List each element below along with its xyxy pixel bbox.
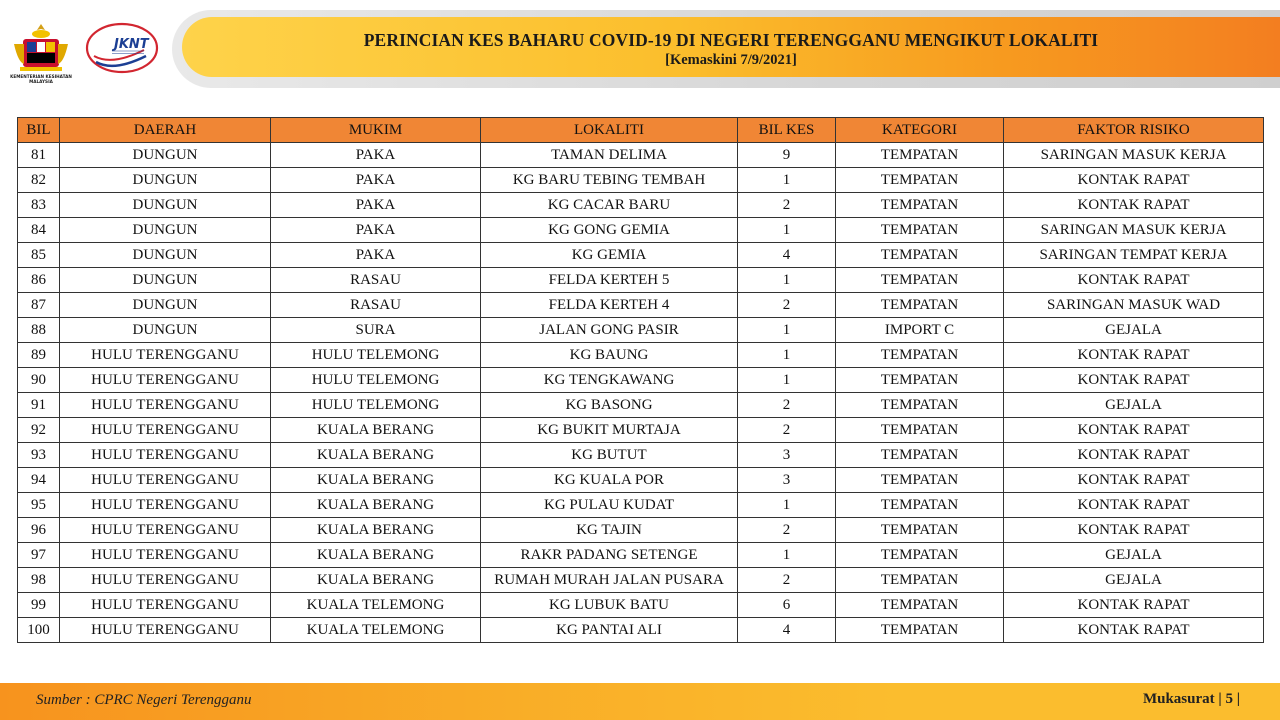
cell-faktor-risiko: GEJALA: [1004, 543, 1264, 568]
cell-faktor-risiko: GEJALA: [1004, 393, 1264, 418]
table-row: [18, 343, 1264, 368]
cell-bil: 89: [18, 343, 60, 368]
table-row: [18, 243, 1264, 268]
cell-faktor-risiko: KONTAK RAPAT: [1004, 593, 1264, 618]
cell-faktor-risiko: KONTAK RAPAT: [1004, 493, 1264, 518]
col-header-bil: BIL: [18, 118, 60, 143]
cell-faktor-risiko: GEJALA: [1004, 568, 1264, 593]
cell-kategori: TEMPATAN: [836, 543, 1004, 568]
cell-bil-kes: 2: [738, 568, 836, 593]
cell-mukim: KUALA BERANG: [271, 568, 481, 593]
cell-lokaliti: RAKR PADANG SETENGE: [481, 543, 738, 568]
table-row: [18, 393, 1264, 418]
page-footer: [0, 683, 1280, 720]
cell-daerah: DUNGUN: [60, 193, 271, 218]
cell-faktor-risiko: KONTAK RAPAT: [1004, 618, 1264, 643]
cell-bil: 82: [18, 168, 60, 193]
cell-lokaliti: KG PULAU KUDAT: [481, 493, 738, 518]
cell-lokaliti: KG BAUNG: [481, 343, 738, 368]
cell-daerah: HULU TERENGGANU: [60, 443, 271, 468]
cell-kategori: IMPORT C: [836, 318, 1004, 343]
cell-lokaliti: RUMAH MURAH JALAN PUSARA: [481, 568, 738, 593]
cell-lokaliti: KG TENGKAWANG: [481, 368, 738, 393]
cell-bil-kes: 1: [738, 318, 836, 343]
table-header-row: [18, 118, 1264, 143]
cell-mukim: HULU TELEMONG: [271, 368, 481, 393]
table-row: [18, 543, 1264, 568]
cell-faktor-risiko: KONTAK RAPAT: [1004, 268, 1264, 293]
cell-bil: 87: [18, 293, 60, 318]
cell-lokaliti: KG PANTAI ALI: [481, 618, 738, 643]
cell-bil: 92: [18, 418, 60, 443]
cell-daerah: HULU TERENGGANU: [60, 493, 271, 518]
cell-bil: 96: [18, 518, 60, 543]
cell-bil: 91: [18, 393, 60, 418]
cell-bil-kes: 1: [738, 268, 836, 293]
cell-mukim: KUALA BERANG: [271, 518, 481, 543]
cell-daerah: HULU TERENGGANU: [60, 518, 271, 543]
col-header-mukim: MUKIM: [271, 118, 481, 143]
table-row: [18, 518, 1264, 543]
source-note: Sumber : CPRC Negeri Terengganu: [36, 692, 252, 708]
cell-kategori: TEMPATAN: [836, 593, 1004, 618]
cell-bil-kes: 2: [738, 393, 836, 418]
cell-lokaliti: KG BASONG: [481, 393, 738, 418]
cell-daerah: HULU TERENGGANU: [60, 568, 271, 593]
table-row: [18, 418, 1264, 443]
cell-kategori: TEMPATAN: [836, 443, 1004, 468]
col-header-kategori: KATEGORI: [836, 118, 1004, 143]
cell-faktor-risiko: SARINGAN MASUK KERJA: [1004, 143, 1264, 168]
cell-daerah: HULU TERENGGANU: [60, 468, 271, 493]
cell-kategori: TEMPATAN: [836, 243, 1004, 268]
cell-faktor-risiko: KONTAK RAPAT: [1004, 418, 1264, 443]
cell-faktor-risiko: SARINGAN MASUK KERJA: [1004, 218, 1264, 243]
kkm-crest-logo: [10, 20, 72, 86]
table-row: [18, 268, 1264, 293]
table-row: [18, 368, 1264, 393]
table-row: [18, 468, 1264, 493]
cell-faktor-risiko: GEJALA: [1004, 318, 1264, 343]
cell-faktor-risiko: SARINGAN TEMPAT KERJA: [1004, 243, 1264, 268]
cell-bil-kes: 1: [738, 168, 836, 193]
cell-daerah: HULU TERENGGANU: [60, 418, 271, 443]
jknt-logo: [84, 22, 160, 74]
col-header-faktor-risiko: FAKTOR RISIKO: [1004, 118, 1264, 143]
cell-mukim: PAKA: [271, 218, 481, 243]
cell-lokaliti: KG GONG GEMIA: [481, 218, 738, 243]
table-row: [18, 193, 1264, 218]
cell-bil-kes: 6: [738, 593, 836, 618]
cell-lokaliti: FELDA KERTEH 5: [481, 268, 738, 293]
cell-lokaliti: KG BUKIT MURTAJA: [481, 418, 738, 443]
cell-lokaliti: KG TAJIN: [481, 518, 738, 543]
cell-bil: 83: [18, 193, 60, 218]
cell-bil-kes: 2: [738, 193, 836, 218]
table-row: [18, 218, 1264, 243]
cell-bil-kes: 1: [738, 543, 836, 568]
cell-faktor-risiko: KONTAK RAPAT: [1004, 518, 1264, 543]
cell-daerah: DUNGUN: [60, 168, 271, 193]
cell-kategori: TEMPATAN: [836, 468, 1004, 493]
col-header-lokaliti: LOKALITI: [481, 118, 738, 143]
cell-bil-kes: 1: [738, 493, 836, 518]
cases-table: [17, 117, 1264, 643]
cell-daerah: HULU TERENGGANU: [60, 543, 271, 568]
cell-bil: 86: [18, 268, 60, 293]
cell-daerah: HULU TERENGGANU: [60, 618, 271, 643]
cell-mukim: RASAU: [271, 268, 481, 293]
table-row: [18, 293, 1264, 318]
cell-kategori: TEMPATAN: [836, 393, 1004, 418]
page-number: Mukasurat | 5 |: [1142, 691, 1240, 707]
cell-faktor-risiko: KONTAK RAPAT: [1004, 343, 1264, 368]
cell-bil-kes: 2: [738, 418, 836, 443]
cell-faktor-risiko: KONTAK RAPAT: [1004, 168, 1264, 193]
cell-bil: 94: [18, 468, 60, 493]
table-row: [18, 493, 1264, 518]
cell-lokaliti: JALAN GONG PASIR: [481, 318, 738, 343]
cell-mukim: KUALA BERANG: [271, 443, 481, 468]
cell-kategori: TEMPATAN: [836, 418, 1004, 443]
page-header: [0, 0, 1280, 105]
cell-bil-kes: 4: [738, 618, 836, 643]
cell-kategori: TEMPATAN: [836, 518, 1004, 543]
cell-daerah: DUNGUN: [60, 243, 271, 268]
cell-faktor-risiko: KONTAK RAPAT: [1004, 443, 1264, 468]
cell-bil-kes: 4: [738, 243, 836, 268]
page-subtitle: [Kemaskini 7/9/2021]: [665, 52, 797, 68]
cell-kategori: TEMPATAN: [836, 143, 1004, 168]
cell-kategori: TEMPATAN: [836, 193, 1004, 218]
cell-kategori: TEMPATAN: [836, 568, 1004, 593]
col-header-bil-kes: BIL KES: [738, 118, 836, 143]
cell-mukim: KUALA TELEMONG: [271, 593, 481, 618]
svg-text:JKNT: JKNT: [114, 37, 149, 52]
cell-bil: 93: [18, 443, 60, 468]
cell-mukim: SURA: [271, 318, 481, 343]
cell-mukim: KUALA TELEMONG: [271, 618, 481, 643]
cell-daerah: DUNGUN: [60, 318, 271, 343]
cell-daerah: HULU TERENGGANU: [60, 368, 271, 393]
cell-mukim: HULU TELEMONG: [271, 393, 481, 418]
cell-mukim: RASAU: [271, 293, 481, 318]
table-row: [18, 443, 1264, 468]
cell-kategori: TEMPATAN: [836, 618, 1004, 643]
cell-mukim: PAKA: [271, 168, 481, 193]
cell-daerah: DUNGUN: [60, 268, 271, 293]
table-row: [18, 618, 1264, 643]
table-row: [18, 568, 1264, 593]
cell-bil: 88: [18, 318, 60, 343]
table-row: [18, 318, 1264, 343]
cell-bil-kes: 1: [738, 368, 836, 393]
cell-mukim: PAKA: [271, 143, 481, 168]
cell-kategori: TEMPATAN: [836, 493, 1004, 518]
cell-daerah: DUNGUN: [60, 143, 271, 168]
cell-mukim: KUALA BERANG: [271, 493, 481, 518]
cell-bil-kes: 2: [738, 293, 836, 318]
cell-lokaliti: KG LUBUK BATU: [481, 593, 738, 618]
cell-kategori: TEMPATAN: [836, 343, 1004, 368]
cell-mukim: KUALA BERANG: [271, 468, 481, 493]
cell-lokaliti: TAMAN DELIMA: [481, 143, 738, 168]
table-row: [18, 593, 1264, 618]
cell-kategori: TEMPATAN: [836, 293, 1004, 318]
cell-mukim: KUALA BERANG: [271, 543, 481, 568]
col-header-daerah: DAERAH: [60, 118, 271, 143]
svg-text:MALAYSIA: MALAYSIA: [29, 79, 53, 84]
cell-lokaliti: FELDA KERTEH 4: [481, 293, 738, 318]
cell-faktor-risiko: KONTAK RAPAT: [1004, 193, 1264, 218]
cell-bil-kes: 1: [738, 343, 836, 368]
cell-faktor-risiko: SARINGAN MASUK WAD: [1004, 293, 1264, 318]
cell-bil: 85: [18, 243, 60, 268]
cell-daerah: HULU TERENGGANU: [60, 343, 271, 368]
cell-lokaliti: KG GEMIA: [481, 243, 738, 268]
cell-daerah: DUNGUN: [60, 218, 271, 243]
cell-bil-kes: 9: [738, 143, 836, 168]
cell-bil-kes: 3: [738, 443, 836, 468]
cell-bil: 99: [18, 593, 60, 618]
cell-bil: 90: [18, 368, 60, 393]
cell-daerah: DUNGUN: [60, 293, 271, 318]
cell-bil: 95: [18, 493, 60, 518]
page-title: PERINCIAN KES BAHARU COVID-19 DI NEGERI TERENGGANU MENGIKUT LOKALITI: [363, 30, 1099, 50]
cell-bil-kes: 3: [738, 468, 836, 493]
cell-kategori: TEMPATAN: [836, 218, 1004, 243]
cell-daerah: HULU TERENGGANU: [60, 593, 271, 618]
cell-faktor-risiko: KONTAK RAPAT: [1004, 368, 1264, 393]
cell-bil: 97: [18, 543, 60, 568]
table-row: [18, 143, 1264, 168]
cell-bil-kes: 2: [738, 518, 836, 543]
cell-kategori: TEMPATAN: [836, 168, 1004, 193]
cell-kategori: TEMPATAN: [836, 368, 1004, 393]
cell-mukim: PAKA: [271, 243, 481, 268]
cell-lokaliti: KG BARU TEBING TEMBAH: [481, 168, 738, 193]
cell-bil: 81: [18, 143, 60, 168]
cell-bil: 84: [18, 218, 60, 243]
cell-faktor-risiko: KONTAK RAPAT: [1004, 468, 1264, 493]
cell-lokaliti: KG BUTUT: [481, 443, 738, 468]
cell-daerah: HULU TERENGGANU: [60, 393, 271, 418]
cell-mukim: PAKA: [271, 193, 481, 218]
svg-text:KEMENTERIAN KESIHATAN: KEMENTERIAN KESIHATAN: [10, 74, 72, 79]
cell-bil: 100: [18, 618, 60, 643]
cell-lokaliti: KG CACAR BARU: [481, 193, 738, 218]
cell-bil-kes: 1: [738, 218, 836, 243]
cell-mukim: KUALA BERANG: [271, 418, 481, 443]
table-row: [18, 168, 1264, 193]
cell-mukim: HULU TELEMONG: [271, 343, 481, 368]
cell-kategori: TEMPATAN: [836, 268, 1004, 293]
cell-bil: 98: [18, 568, 60, 593]
cell-lokaliti: KG KUALA POR: [481, 468, 738, 493]
